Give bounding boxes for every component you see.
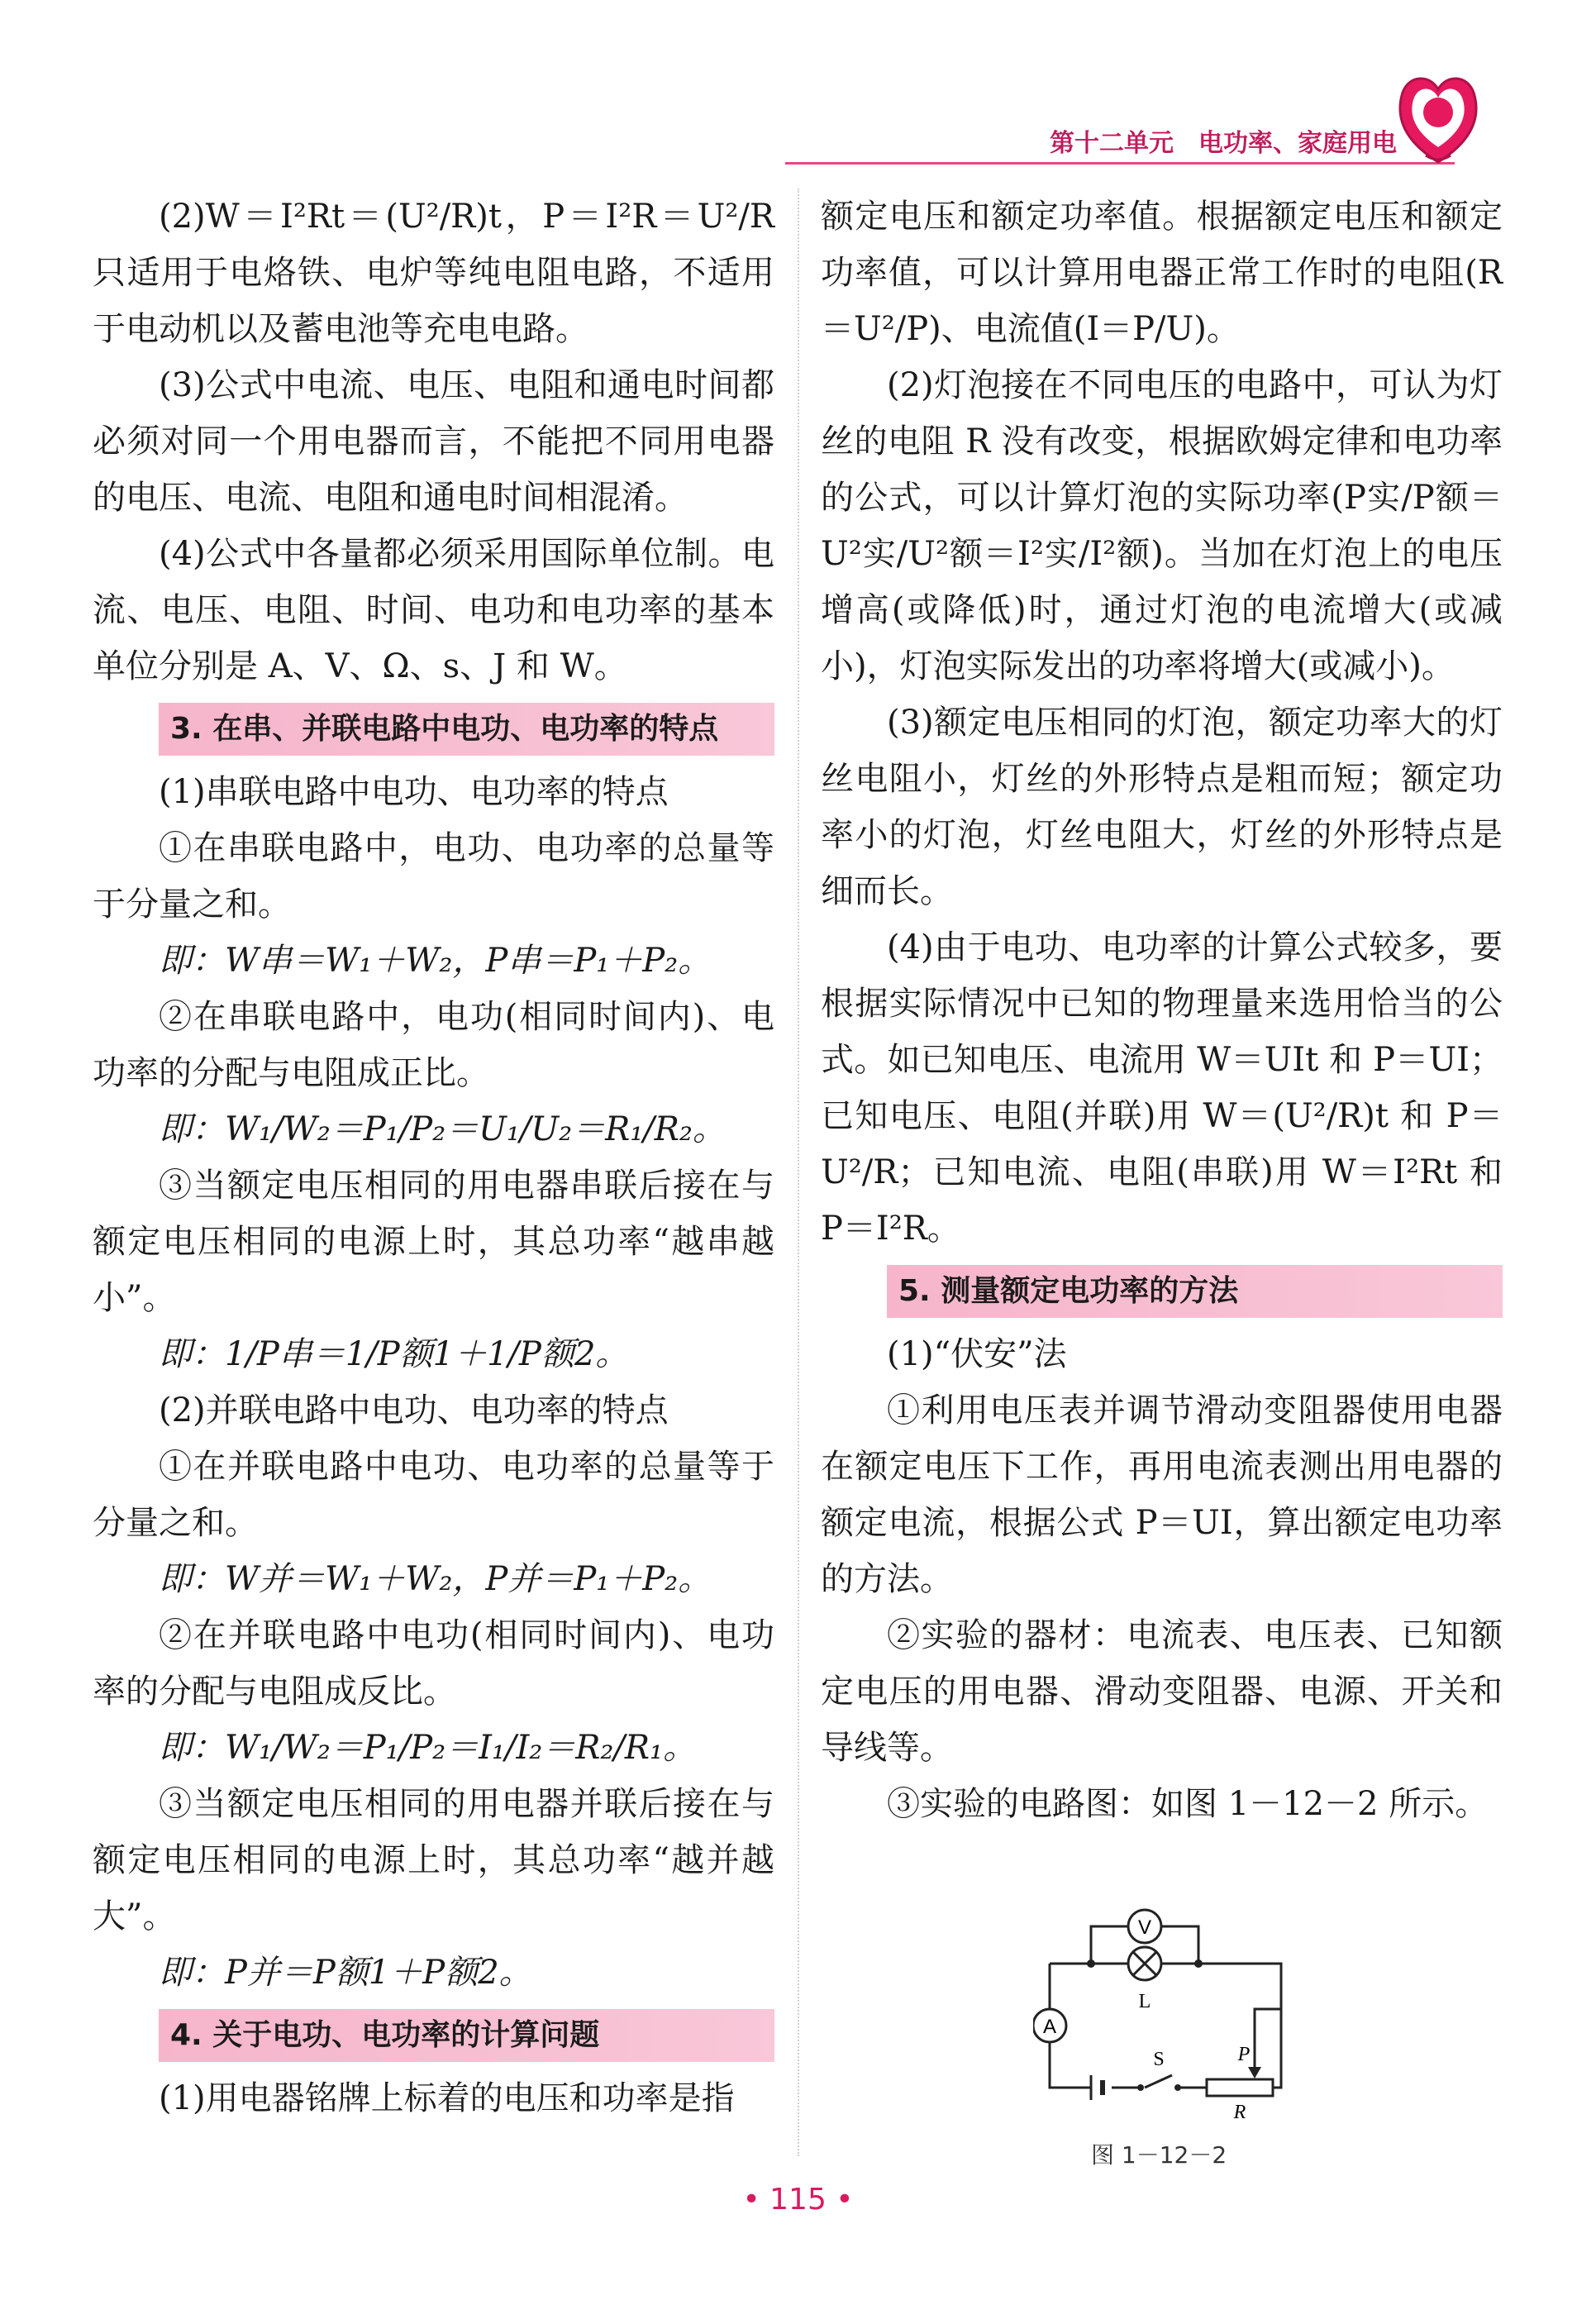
section-heading: 5. 测量额定电功率的方法	[887, 1265, 1503, 1318]
left-column	[93, 189, 774, 2126]
formula: 即：W并＝W₁＋W₂，P并＝P₁＋P₂。	[159, 1560, 712, 1598]
column-divider	[798, 189, 799, 2156]
paragraph: ②在并联电路中电功(相同时间内)、电功率的分配与电阻成反比。	[93, 1616, 774, 1711]
paragraph: (4)由于电功、电功率的计算公式较多，要根据实际情况中已知的物理量来选用恰当的公式。如已知电压、电流用 W＝UIt 和 P＝UI；已知电压、电阻(并联)用 W＝(U²/R)t 和 P＝U²/R；已知电流、电阻(串联)用 W＝I²Rt 和 P＝I²R。	[821, 928, 1503, 1248]
formula: 即：W₁/W₂＝P₁/P₂＝U₁/U₂＝R₁/R₂。	[159, 1110, 726, 1148]
formula: 即：P并＝P额1＋P额2。	[159, 1954, 532, 1992]
paragraph: ①在并联电路中电功、电功率的总量等于分量之和。	[93, 1448, 774, 1542]
right-column	[821, 189, 1503, 1832]
voltmeter-label: V	[1137, 1916, 1152, 1939]
switch-label: S	[1153, 2049, 1165, 2070]
page-header	[785, 116, 1471, 165]
heart-shield-logo-icon	[1393, 64, 1484, 168]
page-number: • 115 •	[742, 2183, 854, 2217]
slider-label: P	[1237, 2044, 1251, 2065]
paragraph: ③实验的电路图：如图 1－12－2 所示。	[887, 1785, 1489, 1823]
paragraph: (2)灯泡接在不同电压的电路中，可认为灯丝的电阻 R 没有改变，根据欧姆定律和电功率的公式，可以计算灯泡的实际功率(P实/P额＝U²实/U²额＝I²实/I²额)。当加在灯泡上的电压增高(或降低)时，通过灯泡的电流增大(或减小)，灯泡实际发出的功率将增大(或减小)。	[821, 366, 1503, 685]
paragraph: (2)并联电路中电功、电功率的特点	[159, 1391, 669, 1429]
paragraph: (1)用电器铭牌上标着的电压和功率是指	[159, 2079, 735, 2117]
formula: 即：1/P串＝1/P额1＋1/P额2。	[159, 1335, 629, 1373]
paragraph: ②在串联电路中，电功(相同时间内)、电功率的分配与电阻成正比。	[93, 998, 774, 1092]
formula: 即：W₁/W₂＝P₁/P₂＝I₁/I₂＝R₂/R₁。	[159, 1729, 697, 1767]
figure-caption: 图 1－12－2	[1091, 2141, 1227, 2169]
section-heading: 3. 在串、并联电路中电功、电功率的特点	[159, 703, 774, 756]
slider-arrow-icon	[1248, 2067, 1261, 2079]
paragraph: (2)W＝I²Rt＝(U²/R)t，P＝I²R＝U²/R 只适用于电烙铁、电炉等纯电阻电路，不适用于电动机以及蓄电池等充电电路。	[93, 198, 774, 348]
paragraph: (1)串联电路中电功、电功率的特点	[159, 773, 669, 811]
header-rule	[785, 162, 1455, 165]
paragraph: (1)“伏安”法	[887, 1335, 1067, 1373]
header-title: 第十二单元 电功率、家庭用电	[1050, 129, 1397, 158]
paragraph: (3)公式中电流、电压、电阻和通电时间都必须对同一个用电器而言，不能把不同用电器的电压、电流、电阻和通电时间相混淆。	[93, 366, 774, 517]
formula: 即：W串＝W₁＋W₂，P串＝P₁＋P₂。	[159, 942, 712, 980]
section-heading: 4. 关于电功、电功率的计算问题	[159, 2009, 774, 2062]
paragraph: 额定电压和额定功率值。根据额定电压和额定功率值，可以计算用电器正常工作时的电阻(R＝U²/P)、电流值(I＝P/U)。	[821, 198, 1503, 348]
paragraph: ①利用电压表并调节滑动变阻器使用电器在额定电压下工作，再用电流表测出用电器的额定电流，根据公式 P＝UI，算出额定电功率的方法。	[821, 1391, 1503, 1598]
ammeter-label: A	[1042, 2016, 1057, 2038]
paragraph: (3)额定电压相同的灯泡，额定功率大的灯丝电阻小，灯丝的外形特点是粗而短；额定功率小的灯泡，灯丝电阻大，灯丝的外形特点是细而长。	[821, 704, 1503, 910]
circuit-diagram	[1033, 1902, 1306, 2125]
resistor-label: R	[1233, 2102, 1246, 2123]
paragraph: (4)公式中各量都必须采用国际单位制。电流、电压、电阻、时间、电功和电功率的基本单位分别是 A、V、Ω、s、J 和 W。	[93, 535, 774, 685]
lamp-label: L	[1138, 1991, 1151, 2012]
paragraph: ①在串联电路中，电功、电功率的总量等于分量之和。	[93, 829, 774, 924]
paragraph: ③当额定电压相同的用电器串联后接在与额定电压相同的电源上时，其总功率“越串越小”。	[93, 1167, 774, 1317]
paragraph: ③当额定电压相同的用电器并联后接在与额定电压相同的电源上时，其总功率“越并越大”。	[93, 1785, 774, 1935]
paragraph: ②实验的器材：电流表、电压表、已知额定电压的用电器、滑动变阻器、电源、开关和导线等。	[821, 1616, 1503, 1767]
